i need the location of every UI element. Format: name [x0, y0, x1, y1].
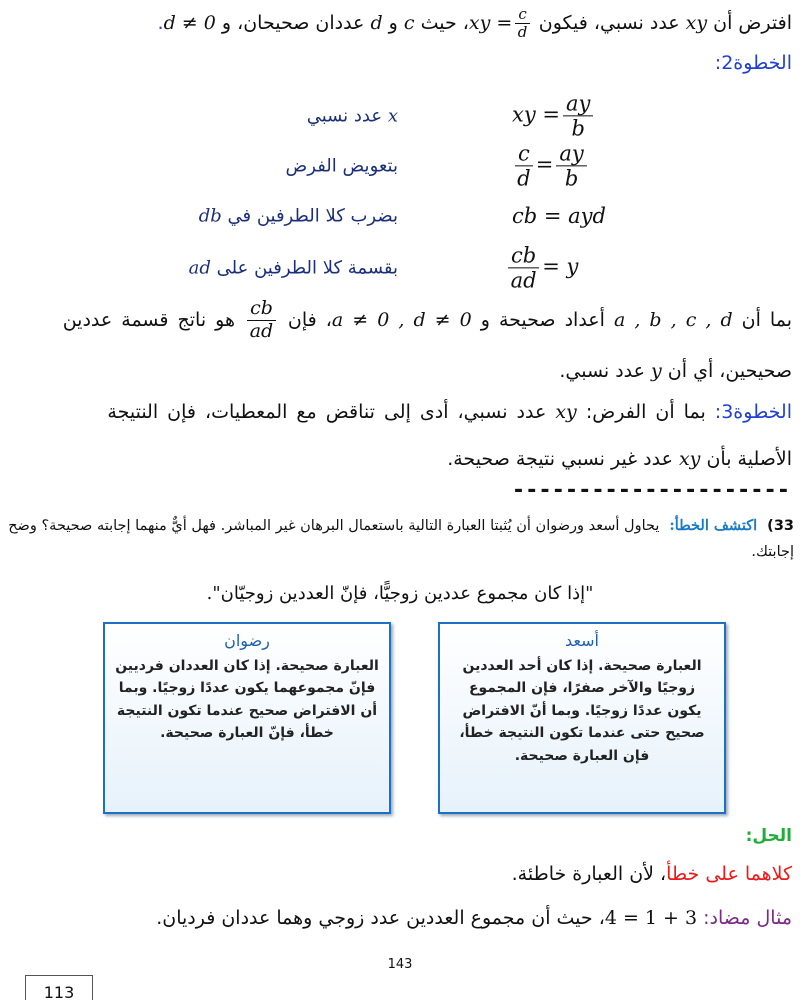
- denominator: ad: [249, 319, 274, 342]
- numerator: cb: [508, 243, 539, 268]
- step2-row: [0, 188, 800, 244]
- numerator: cb: [247, 298, 276, 321]
- math: c: [403, 11, 415, 34]
- text: بما أن: [732, 308, 792, 331]
- box-title: رضوان: [224, 631, 270, 650]
- math: a , b , c , d: [613, 308, 733, 331]
- reason: عدد نسبي: [306, 105, 388, 127]
- text: .: [157, 11, 164, 34]
- math: x: [387, 105, 398, 127]
- box-text: العبارة صحيحة. إذا كان أحد العددين زوجيًا والآخر صفرًا، فإن المجموع يكون عددًا زوجيًا. وبما أنّ الافتراض صحيح حتى عندما تكون النتيجة خطأ، فإن العبارة صحيحة.: [459, 657, 705, 764]
- step2-label: الخطوة2:: [714, 52, 792, 74]
- math: [469, 6, 533, 42]
- numerator: c: [515, 6, 529, 24]
- text: افترض أن: [707, 11, 792, 34]
- step2-row: [0, 88, 800, 144]
- text: صحيحين، أي أن: [661, 360, 792, 382]
- text: عدد نسبي، فيكون: [532, 11, 686, 34]
- reason: بضرب كلا الطرفين في: [221, 205, 398, 227]
- box-text: العبارة صحيحة. إذا كان العددان فرديين فإنّ مجموعهما يكون عددًا زوجيًا. وبما أن الافتراض صحيح عندما تكون النتيجة خطأ، فإنّ العبارة صحيحة.: [115, 657, 379, 741]
- step2-row: [0, 240, 800, 296]
- math: =: [535, 152, 554, 177]
- math: xy =: [512, 102, 560, 127]
- denominator: d: [517, 23, 528, 42]
- numerator: ay: [556, 141, 586, 166]
- text: هو ناتج قسمة عددين: [62, 308, 245, 331]
- math: xy: [685, 11, 708, 34]
- statement-quote: "إذا كان مجموع عددين زوجيًّا، فإنّ العددين زوجيّان".: [206, 583, 594, 604]
- problem-text: يحاول أسعد ورضوان أن يُثبتا العبارة التالية باستعمال البرهان غير المباشر. فهل أيٌّ منهما إجابته صحيحة؟ وضح إجابتك.: [8, 518, 794, 560]
- divider: ---------------------: [511, 478, 790, 503]
- solution-label: الحل:: [745, 826, 792, 846]
- text: عدد نسبي.: [559, 360, 652, 382]
- denominator: d: [517, 166, 531, 191]
- text: عددان صحيحان، و: [215, 11, 371, 34]
- math: d ≠ 0: [163, 11, 216, 34]
- reason: بقسمة كلا الطرفين على: [210, 257, 398, 279]
- problem-33: [4, 513, 794, 565]
- math: ad: [188, 257, 211, 279]
- denominator: b: [571, 116, 585, 141]
- step3-paragraph: [0, 401, 792, 423]
- math-lhs: xy =: [468, 11, 513, 34]
- denominator: ad: [510, 268, 537, 293]
- paragraph: [0, 360, 792, 382]
- problem-header: اكتشف الخطأ:: [669, 517, 758, 534]
- math: d: [370, 11, 383, 34]
- step2-row: [0, 138, 800, 194]
- math: cb = ayd: [512, 204, 606, 228]
- radwan-answer-box: [103, 622, 391, 814]
- text: ، فإن: [278, 308, 332, 331]
- math: = y: [542, 254, 579, 279]
- wrong-text: كلاهما على خطأ: [666, 863, 792, 885]
- box-title: أسعد: [565, 631, 599, 650]
- page-number: 143: [387, 957, 413, 972]
- math: db: [198, 205, 222, 227]
- text: الأصلية بأن: [700, 448, 792, 470]
- text: ، حيث: [414, 11, 469, 34]
- book-page-number: 113: [25, 975, 93, 1000]
- math: xy: [555, 401, 577, 423]
- step3-label: الخطوة3:: [714, 401, 792, 423]
- assumption-line: [0, 6, 792, 42]
- math: a ≠ 0 , d ≠ 0: [331, 308, 472, 331]
- paragraph: [0, 448, 792, 470]
- math: 4 = 1 + 3: [604, 907, 698, 929]
- math: y: [651, 360, 662, 382]
- text: عدد غير نسبي نتيجة صحيحة.: [447, 448, 679, 470]
- asaad-answer-box: [438, 622, 726, 814]
- math: xy: [678, 448, 701, 470]
- text: و: [382, 11, 404, 34]
- denominator: b: [564, 166, 579, 191]
- counter-example-label: مثال مضاد:: [703, 907, 792, 929]
- numerator: c: [515, 141, 533, 166]
- paragraph: [0, 298, 792, 343]
- text: أعداد صحيحة و: [471, 308, 614, 331]
- text: ، لأن العبارة خاطئة.: [511, 863, 667, 885]
- text: بما أن الفرض:: [576, 401, 715, 423]
- text: عدد نسبي، أدى إلى تناقض مع المعطيات، فإن النتيجة: [107, 401, 556, 423]
- solution-answer: [0, 863, 792, 885]
- text: ، حيث أن مجموع العددين عدد زوجي وهما عددان فرديان.: [156, 907, 605, 929]
- problem-number: 33): [767, 518, 794, 534]
- reason: بتعويض الفرض: [285, 155, 398, 177]
- counter-example: [0, 907, 792, 929]
- numerator: ay: [563, 91, 593, 116]
